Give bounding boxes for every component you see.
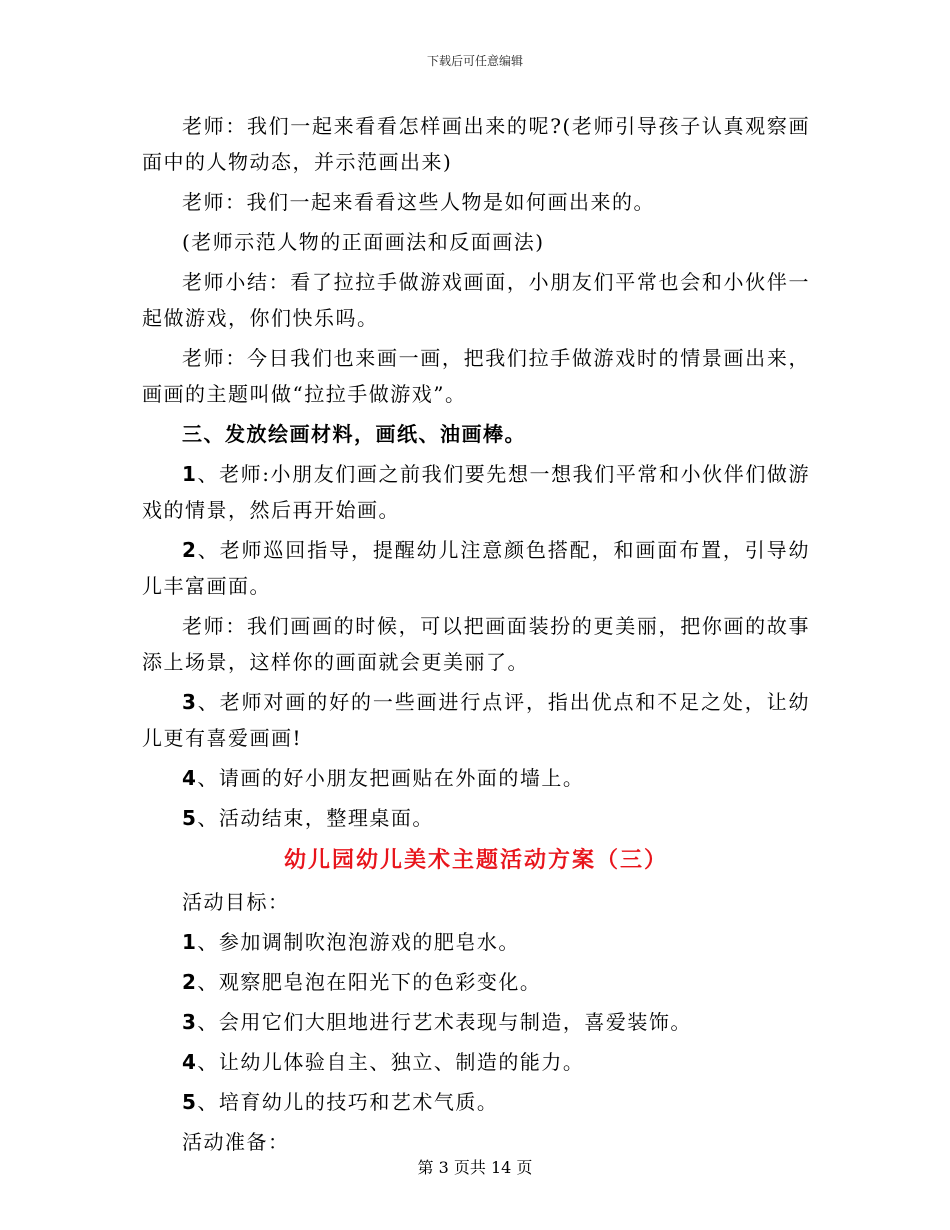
prep-label: 活动准备：: [182, 1130, 290, 1154]
goal-text: 、让幼儿体验自主、独立、制造的能力。: [197, 1050, 585, 1074]
step-item-2: [142, 532, 810, 604]
goal-item-1: [142, 924, 810, 960]
step-number: 4: [182, 766, 198, 790]
step-number: 5: [182, 806, 198, 830]
page-footer: 第 3 页共 14 页: [417, 1158, 533, 1177]
step-item-4: [142, 760, 810, 796]
goal-number: 1: [182, 930, 198, 954]
paragraph-teacher-observe: 老师：我们一起来看看怎样画出来的呢?(老师引导孩子认真观察画面中的人物动态，并示范画出来): [142, 114, 810, 174]
paragraph-teacher-today: 老师：今日我们也来画一画，把我们拉手做游戏时的情景画出来，画画的主题叫做“拉拉手做游戏”。: [142, 346, 810, 406]
step-item-3: [142, 684, 810, 756]
goal-text: 、会用它们大胆地进行艺术表现与制造，喜爱装饰。: [197, 1010, 692, 1034]
goal-number: 3: [182, 1010, 198, 1034]
section-title: 幼儿园幼儿美术主题活动方案（三）: [283, 847, 668, 873]
step-text: 、请画的好小朋友把画贴在外面的墙上。: [197, 766, 585, 790]
goal-item-4: [142, 1044, 810, 1080]
document-body: [142, 108, 810, 1164]
page-header: 下载后可任意编辑: [426, 54, 523, 68]
paragraph-demo-note: (老师示范人物的正面画法和反面画法): [182, 230, 545, 254]
goal-number: 2: [182, 970, 198, 994]
step-item-1: [142, 456, 810, 528]
goal-number: 5: [182, 1090, 198, 1114]
paragraph-teacher-note: 老师：我们画画的时候，可以把画面装扮的更美丽，把你画的故事添上场景，这样你的画面就会更美丽了。: [142, 614, 810, 674]
step-number: 1: [182, 462, 198, 486]
goal-text: 、参加调制吹泡泡游戏的肥皂水。: [197, 930, 520, 954]
paragraph-teacher-summary: 老师小结：看了拉拉手做游戏画面，小朋友们平常也会和小伙伴一起做游戏，你们快乐吗。: [142, 270, 810, 330]
section-three-heading: 三、发放绘画材料，画纸、油画棒。: [182, 422, 526, 446]
step-text: 、老师对画的好的一些画进行点评，指出优点和不足之处，让幼儿更有喜爱画画!: [142, 690, 810, 750]
goals-label: 活动目标：: [182, 890, 290, 914]
step-number: 2: [182, 538, 198, 562]
paragraph-teacher-how-drawn: 老师：我们一起来看看这些人物是如何画出来的。: [182, 190, 655, 214]
step-text: 、老师:小朋友们画之前我们要先想一想我们平常和小伙伴们做游戏的情景，然后再开始画。: [142, 462, 810, 522]
step-number: 3: [182, 690, 198, 714]
goal-item-3: [142, 1004, 810, 1040]
step-text: 、老师巡回指导，提醒幼儿注意颜色搭配，和画面布置，引导幼儿丰富画面。: [142, 538, 810, 598]
step-text: 、活动结束，整理桌面。: [197, 806, 434, 830]
step-item-5: [142, 800, 810, 836]
goal-item-5: [142, 1084, 810, 1120]
goal-item-2: [142, 964, 810, 1000]
goal-number: 4: [182, 1050, 198, 1074]
goal-text: 、观察肥皂泡在阳光下的色彩变化。: [197, 970, 542, 994]
goal-text: 、培育幼儿的技巧和艺术气质。: [197, 1090, 499, 1114]
